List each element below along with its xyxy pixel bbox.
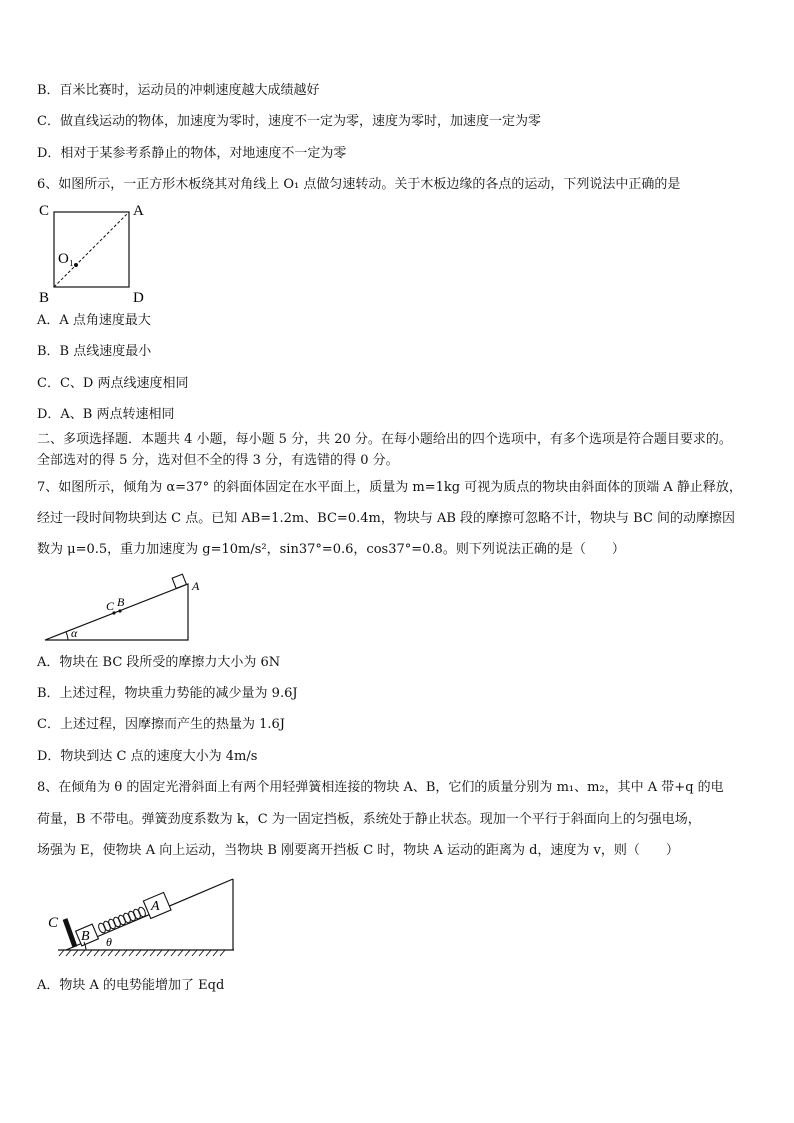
option-c: C．做直线运动的物体，加速度为零时，速度不一定为零，速度为零时，加速度一定为零 <box>37 114 541 129</box>
q8-option-a: A．物块 A 的电势能增加了 Eqd <box>37 978 225 993</box>
section-2-heading: 二、多项选择题．本题共 4 小题，每小题 5 分，共 20 分。在每小题给出的四个选项中，有多个选项是符合题目要求的。 <box>37 432 732 447</box>
question-8-line-3: 场强为 E，使物块 A 向上运动，当物块 B 刚要离开挡板 C 时，物块 A 运动的距离为 d，速度为 v，则（ ） <box>37 843 679 858</box>
ground-hatch <box>59 950 225 956</box>
section-2-scoring: 全部选对的得 5 分，选对但不全的得 3 分，有选错的得 0 分。 <box>37 453 399 468</box>
barrier-c <box>65 919 75 947</box>
figure-8-spring-incline <box>40 872 240 958</box>
q7-option-d: D．物块到达 C 点的速度大小为 4m/s <box>37 749 258 764</box>
corner-label-c: C <box>39 203 50 219</box>
q7-option-b: B．上述过程，物块重力势能的减少量为 9.6J <box>37 686 298 701</box>
block-at-top <box>172 574 186 588</box>
label-alpha: α <box>71 626 78 640</box>
question-8-line-1: 8、在倾角为 θ 的固定光滑斜面上有两个用轻弹簧相连接的物块 A、B，它们的质量分别为 m₁、m₂，其中 A 带+q 的电 <box>37 780 724 795</box>
label-theta: θ <box>106 935 112 949</box>
q7-option-c: C．上述过程，因摩擦而产生的热量为 1.6J <box>37 717 285 732</box>
label-b: B <box>117 595 125 609</box>
incline-triangle <box>45 584 188 640</box>
corner-label-b: B <box>39 290 50 303</box>
q6-option-d: D．A、B 两点转速相同 <box>37 407 175 422</box>
figure-7-incline <box>40 570 210 644</box>
q7-option-a: A．物块在 BC 段所受的摩擦力大小为 6N <box>37 655 281 670</box>
question-7-line-3: 数为 μ=0.5，重力加速度为 g=10m/s²，sin37°=0.6，cos37°=0.8。则下列说法正确的是（ ） <box>37 542 625 557</box>
label-a: A <box>192 579 200 593</box>
q6-option-b: B．B 点线速度最小 <box>37 344 152 359</box>
label-c: C <box>48 915 59 931</box>
label-c: C <box>106 599 115 613</box>
question-8-line-2: 荷量，B 不带电。弹簧劲度系数为 k，C 为一固定挡板，系统处于静止状态。现加一个平行于斜面向上的匀强电场， <box>37 812 701 827</box>
angle-arc <box>66 632 68 640</box>
option-d: D．相对于某参考系静止的物体，对地速度不一定为零 <box>37 146 347 161</box>
option-b: B．百米比赛时，运动员的冲刺速度越大成绩越好 <box>37 83 320 98</box>
spring <box>97 906 146 934</box>
diagonal-dashed <box>54 212 129 287</box>
pivot-label: O₁ <box>58 251 75 267</box>
question-7-line-2: 经过一段时间物块到达 C 点。已知 AB=1.2m、BC=0.4m，物块与 AB 段的摩擦可忽略不计，物块与 BC 间的动摩擦因 <box>37 511 736 526</box>
q6-option-c: C．C、D 两点线速度相同 <box>37 376 189 391</box>
point-b <box>118 609 121 612</box>
label-a: A <box>151 899 160 914</box>
pivot-point <box>74 263 78 267</box>
figure-6-square-board <box>37 197 157 303</box>
q6-option-a: A．A 点角速度最大 <box>37 313 151 328</box>
corner-label-d: D <box>133 290 144 303</box>
question-7-line-1: 7、如图所示，倾角为 α=37° 的斜面体固定在水平面上，质量为 m=1kg 可视为质点的物块由斜面体的顶端 A 静止释放， <box>37 480 742 495</box>
label-b: B <box>81 929 90 944</box>
corner-label-a: A <box>133 203 144 219</box>
question-6-stem: 6、如图所示，一正方形木板绕其对角线上 O₁ 点做匀速转动。关于木板边缘的各点的运动，下列说法中正确的是 <box>37 177 681 192</box>
